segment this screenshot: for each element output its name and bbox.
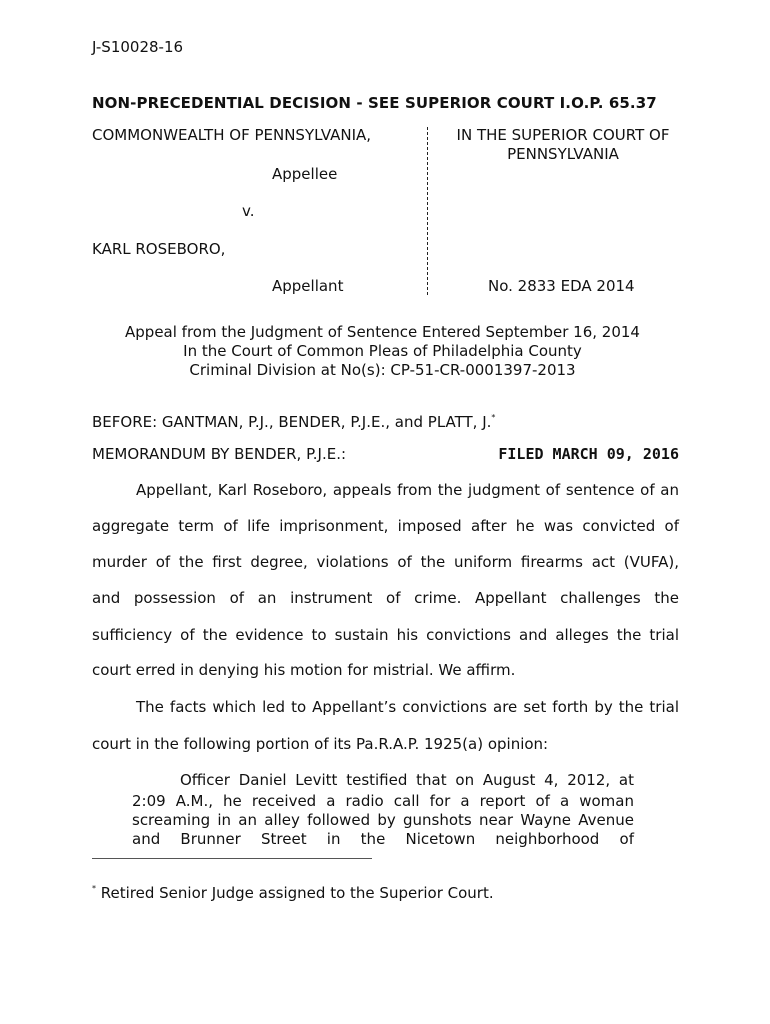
footnote-marker: * (92, 884, 96, 893)
quote-line: Officer Daniel Levitt testified that on August 4, 2012, at (180, 771, 634, 789)
body-line: The facts which led to Appellant’s convictions are set forth by the trial (136, 698, 679, 716)
appellee-role: Appellee (272, 165, 338, 183)
quote-line: screaming in an alley followed by gunshots near Wayne Avenue (132, 811, 634, 829)
docket-number: J-S10028-16 (92, 38, 184, 56)
appellant-role: Appellant (272, 277, 344, 295)
memorandum-author: MEMORANDUM BY BENDER, P.J.E.: (92, 445, 347, 463)
court-title: IN THE SUPERIOR COURT OF PENNSYLVANIA (456, 126, 670, 163)
appellant-name: KARL ROSEBORO, (92, 240, 226, 258)
appeal-info (60, 323, 705, 380)
caption-divider (427, 127, 428, 295)
body-line: Appellant, Karl Roseboro, appeals from the judgment of sentence of an (136, 481, 679, 499)
body-line: court in the following portion of its Pa.R.A.P. 1925(a) opinion: (92, 735, 549, 753)
appellee-name: COMMONWEALTH OF PENNSYLVANIA, (92, 126, 372, 144)
footnote (92, 884, 494, 902)
appeal-line: Criminal Division at No(s): CP-51-CR-0001397-2013 (189, 361, 576, 379)
body-line: murder of the first degree, violations of the uniform firearms act (VUFA), (92, 553, 679, 571)
versus: v. (242, 202, 255, 220)
appeal-line: Appeal from the Judgment of Sentence Entered September 16, 2014 (125, 323, 640, 341)
decision-heading: NON-PRECEDENTIAL DECISION - SEE SUPERIOR COURT I.O.P. 65.37 (92, 94, 657, 112)
panel-line (92, 413, 495, 431)
quote-line: and Brunner Street in the Nicetown neighborhood of (132, 830, 634, 848)
filed-date: FILED MARCH 09, 2016 (498, 445, 679, 463)
body-line: court erred in denying his motion for mistrial. We affirm. (92, 661, 516, 679)
panel-judges: BEFORE: GANTMAN, P.J., BENDER, P.J.E., and PLATT, J. (92, 413, 492, 431)
footnote-rule (92, 858, 372, 859)
case-number: No. 2833 EDA 2014 (488, 277, 635, 295)
body-line: and possession of an instrument of crime. Appellant challenges the (92, 589, 679, 607)
footnote-text: Retired Senior Judge assigned to the Superior Court. (100, 884, 494, 902)
appeal-line: In the Court of Common Pleas of Philadelphia County (183, 342, 582, 360)
body-line: aggregate term of life imprisonment, imposed after he was convicted of (92, 517, 679, 535)
quote-line: 2:09 A.M., he received a radio call for a report of a woman (132, 792, 634, 810)
body-line: sufficiency of the evidence to sustain his convictions and alleges the trial (92, 626, 679, 644)
footnote-marker: * (491, 413, 496, 422)
